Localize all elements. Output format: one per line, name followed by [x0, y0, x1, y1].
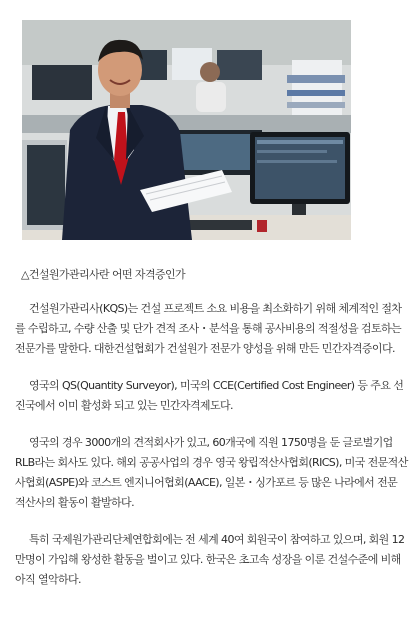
paragraph-kqs-definition: 건설원가관리사(KQS)는 건설 프로젝트 소요 비용을 최소화하기 위해 체계적인 절차를 수립하고, 수량 산출 및 단가 견적 조사・분석을 통해 공사비용의 적절성을 검토하는 전문가를 말한다. 대한건설협회가 건설원가 전문가 양성을 위해 만든 민간자격증이다.: [15, 302, 402, 355]
paragraph-uk-example: 영국의 경우 3000개의 견적회사가 있고, 60개국에 직원 1750명을 둔 글로벌기업 RLB라는 회사도 있다. 해외 공공사업의 경우 영국 왕립적산사협회(RICS), 미국 전문적산사협회(ASPE)와 코스트 엔지니어협회(AACE), 일본・싱가포르 등 많은 나라에서 전문 적산사의 활동이 활발하다.: [15, 436, 408, 509]
article-photo: [22, 20, 351, 240]
office-scene-illustration: [22, 20, 351, 240]
article-body: [15, 265, 409, 607]
paragraph-foreign-systems: 영국의 QS(Quantity Surveyor), 미국의 CCE(Certified Cost Engineer) 등 주요 선진국에서 이미 활성화 되고 있는 민간자격제도다.: [15, 379, 404, 412]
paragraph-international-federation: 특히 국제원가관리단체연합회에는 전 세계 40여 회원국이 참여하고 있으며, 회원 12만명이 가입해 왕성한 활동을 벌이고 있다. 한국은 초고속 성장을 이룬 건설수준에 비해 아직 열악하다.: [15, 533, 405, 586]
section-heading: △건설원가관리사란 어떤 자격증인가: [21, 268, 186, 281]
